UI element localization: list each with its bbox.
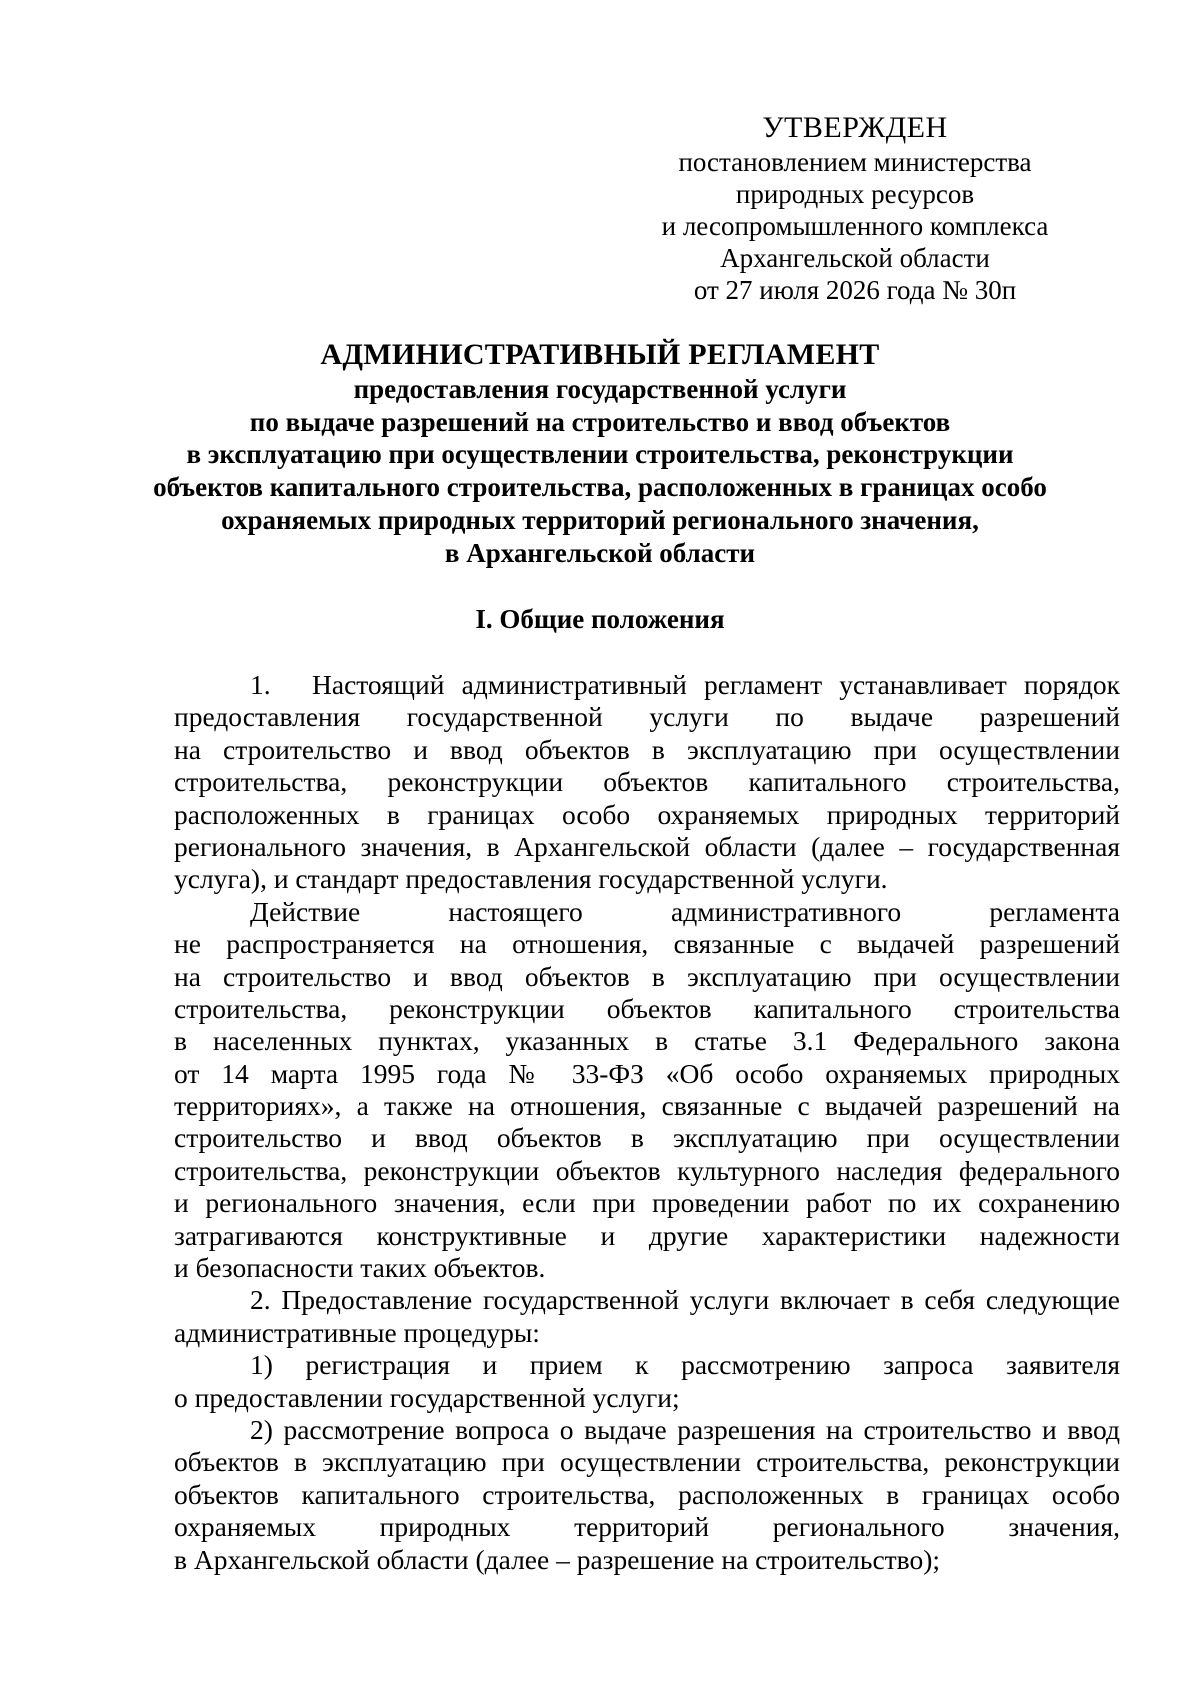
paragraph-line: не распространяется на отношения, связанные с выдачей разрешений: [174, 928, 1120, 960]
document-title: [100, 337, 1100, 569]
approval-line: природных ресурсов: [735, 179, 975, 209]
approval-line: Архангельской области: [720, 243, 990, 273]
paragraph-line: строительства, реконструкции объектов культурного наследия федерального: [174, 1154, 1120, 1186]
paragraph-line: услуга), и стандарт предоставления государственной услуги.: [174, 863, 888, 895]
paragraph-line: на строительство и ввод объектов в эксплуатацию при осуществлении: [174, 960, 1120, 992]
paragraph-line: 1) регистрация и прием к рассмотрению запроса заявителя: [250, 1349, 1120, 1381]
paragraph-line: предоставления государственной услуги по выдаче разрешений: [174, 701, 1120, 733]
document-title-line: в эксплуатацию при осуществлении строительства, реконструкции: [186, 439, 1014, 470]
approval-block: [640, 110, 1070, 306]
body-text: [174, 669, 1120, 1576]
paragraph-line: 2. Предоставление государственной услуги включает в себя следующие: [250, 1284, 1120, 1316]
document-title-line: объектов капитального строительства, расположенных в границах особо: [153, 472, 1047, 503]
document-title-line: по выдаче разрешений на строительство и ввод объектов: [249, 406, 951, 437]
paragraph-number: 1.: [250, 669, 271, 700]
paragraph-line: объектов капитального строительства, расположенных в границах особо: [174, 1478, 1120, 1510]
paragraph-line: строительства, реконструкции объектов капитального строительства: [174, 992, 1120, 1024]
paragraph-line: территориях», а также на отношения, связанные с выдачей разрешений на: [174, 1090, 1120, 1122]
approval-line: и лесопромышленного комплекса: [661, 211, 1049, 241]
paragraph-line: [174, 669, 1120, 701]
paragraph-line: расположенных в границах особо охраняемых природных территорий: [174, 798, 1120, 830]
paragraph-line: 2) рассмотрение вопроса о выдаче разрешения на строительство и ввод: [250, 1413, 1120, 1445]
paragraph-line: и регионального значения, если при проведении работ по их сохранению: [174, 1187, 1120, 1219]
document-main-title: АДМИНИСТРАТИВНЫЙ РЕГЛАМЕНТ: [320, 338, 880, 371]
paragraph-line: Действие настоящего административного регламента: [250, 895, 1120, 927]
paragraph-line: о предоставлении государственной услуги;: [174, 1381, 680, 1413]
paragraph-line: на строительство и ввод объектов в эксплуатацию при осуществлении: [174, 733, 1120, 765]
approval-line: постановлением министерства: [678, 147, 1032, 177]
document-title-line: охраняемых природных территорий регионального значения,: [221, 504, 979, 535]
paragraph-line: строительства, реконструкции объектов капитального строительства,: [174, 766, 1120, 798]
paragraph-line: строительство и ввод объектов в эксплуатацию при осуществлении: [174, 1122, 1120, 1154]
approval-title: УТВЕРЖДЕН: [762, 111, 948, 144]
paragraph-line: от 14 марта 1995 года № 33-ФЗ «Об особо охраняемых природных: [174, 1057, 1120, 1089]
paragraph-text: Настоящий административный регламент устанавливает порядок: [312, 669, 1120, 700]
paragraph-line: охраняемых природных территорий регионального значения,: [174, 1511, 1120, 1543]
paragraph-line: в населенных пунктах, указанных в статье 3.1 Федерального закона: [174, 1025, 1120, 1057]
paragraph-line: объектов в эксплуатацию при осуществлении строительства, реконструкции: [174, 1446, 1120, 1478]
paragraph-line: регионального значения, в Архангельской области (далее – государственная: [174, 830, 1120, 862]
paragraph-line: административные процедуры:: [174, 1316, 540, 1348]
paragraph-line: и безопасности таких объектов.: [174, 1252, 546, 1284]
approval-line: от 27 июля 2026 года № 30п: [693, 275, 1017, 305]
document-title-line: предоставления государственной услуги: [353, 374, 847, 404]
paragraph-line: затрагиваются конструктивные и другие характеристики надежности: [174, 1219, 1120, 1251]
paragraph-line: в Архангельской области (далее – разрешение на строительство);: [174, 1543, 941, 1575]
document-title-line: в Архангельской области: [444, 537, 756, 568]
section-heading: I. Общие положения: [475, 604, 725, 634]
